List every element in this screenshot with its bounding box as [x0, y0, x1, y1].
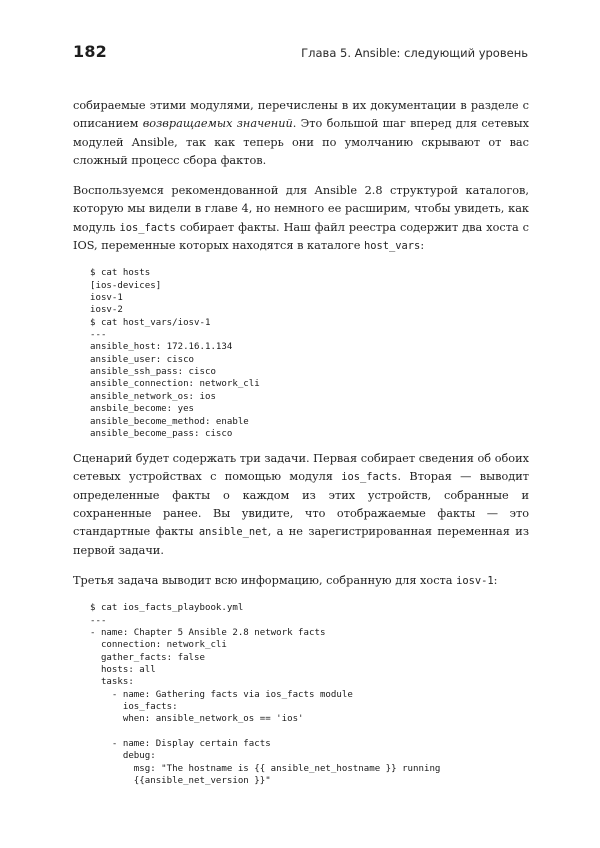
- code-line: $ cat host_vars/iosv-1: [90, 317, 211, 328]
- code-line: $ cat hosts: [90, 268, 151, 279]
- paragraph-3-text-c: , а не зарегистрированная переменная из первой задачи.: [73, 525, 529, 557]
- code-line: ansbile_become: yes: [90, 404, 195, 415]
- chapter-title: Глава 5. Ansible: следующий уровень: [301, 46, 528, 60]
- code-line: tasks:: [90, 677, 134, 688]
- paragraph-2-text-a: Воспользуемся рекомендованной для Ansible 2.8 структурой каталогов, которую мы видели в главе 4, но немного ее расширим, чтобы увидеть, как модуль: [73, 184, 529, 234]
- paragraph-1-text-a: собираемые этими модулями, перечислены в их документации в разделе с описанием: [73, 99, 529, 131]
- paragraph-2-text-c: :: [420, 239, 425, 253]
- code-line: ansible_ssh_pass: cisco: [90, 367, 216, 378]
- code-line: ansible_connection: network_cli: [90, 379, 260, 390]
- code-line: ---: [90, 615, 107, 626]
- code-line: ansible_become_pass: cisco: [90, 428, 233, 439]
- code-line: [90, 726, 529, 738]
- code-line: debug:: [90, 751, 156, 762]
- inline-code-ansible-net: ansible_net: [198, 526, 268, 539]
- inline-code-host-vars: host_vars: [364, 240, 421, 253]
- paragraph-4: [73, 572, 529, 590]
- code-line: $ cat ios_facts_playbook.yml: [90, 603, 244, 614]
- code-line: - name: Display certain facts: [90, 739, 271, 750]
- code-line: iosv-2: [90, 305, 123, 316]
- code-line: ansible_user: cisco: [90, 354, 195, 365]
- code-line: ansible_network_os: ios: [90, 391, 216, 402]
- code-line: ---: [90, 330, 107, 341]
- code-line: [ios-devices]: [90, 280, 162, 291]
- paragraph-4-text-a: Третья задача выводит всю информацию, собранную для хоста: [73, 573, 457, 587]
- paragraph-1-italic: возвращаемых значений: [142, 117, 293, 131]
- code-line: {{ansible_net_version }}": [90, 776, 271, 787]
- inline-code-iosv-1: iosv-1: [456, 574, 494, 587]
- paragraph-1: [73, 97, 529, 170]
- code-line: ansible_host: 172.16.1.134: [90, 342, 233, 353]
- paragraph-4-text-b: :: [493, 573, 498, 587]
- page-number: 182: [73, 42, 107, 61]
- paragraph-3: [73, 450, 529, 560]
- paragraph-2: [73, 182, 529, 255]
- code-block-playbook: [90, 602, 529, 787]
- code-line: hosts: all: [90, 664, 156, 675]
- paragraph-2-text-b: собирает факты. Наш файл реестра содержит два хоста с IOS, переменные которых находятся в каталоге: [73, 220, 530, 253]
- code-line: ios_facts:: [90, 702, 178, 713]
- page-content: [73, 97, 529, 797]
- inline-code-ios-facts-2: ios_facts: [341, 471, 398, 484]
- code-line: - name: Gathering facts via ios_facts module: [90, 689, 353, 700]
- code-block-hosts: [90, 267, 529, 440]
- code-line: gather_facts: false: [90, 652, 205, 663]
- paragraph-3-text-b: . Вторая — выводит определенные факты о каждом из этих устройств, собранные и сохраненные ранее. Вы увидите, что отображаемые факты — это стандартные факты: [73, 470, 530, 539]
- code-line: ansible_become_method: enable: [90, 416, 249, 427]
- paragraph-3-text-a: Сценарий будет содержать три задачи. Первая собирает сведения об обоих сетевых устройствах с помощью модуля: [73, 452, 529, 484]
- code-line: when: ansible_network_os == 'ios': [90, 714, 304, 725]
- code-line: - name: Chapter 5 Ansible 2.8 network facts: [90, 627, 326, 638]
- code-line: iosv-1: [90, 293, 123, 304]
- code-line: msg: "The hostname is {{ ansible_net_hostname }} running: [90, 763, 441, 774]
- code-line: connection: network_cli: [90, 640, 227, 651]
- paragraph-1-text-b: . Это большой шаг вперед для сетевых модулей Ansible, так как теперь они по умолчанию скрывают от вас сложный процесс сбора фактов.: [73, 117, 529, 167]
- inline-code-ios-facts: ios_facts: [119, 221, 176, 234]
